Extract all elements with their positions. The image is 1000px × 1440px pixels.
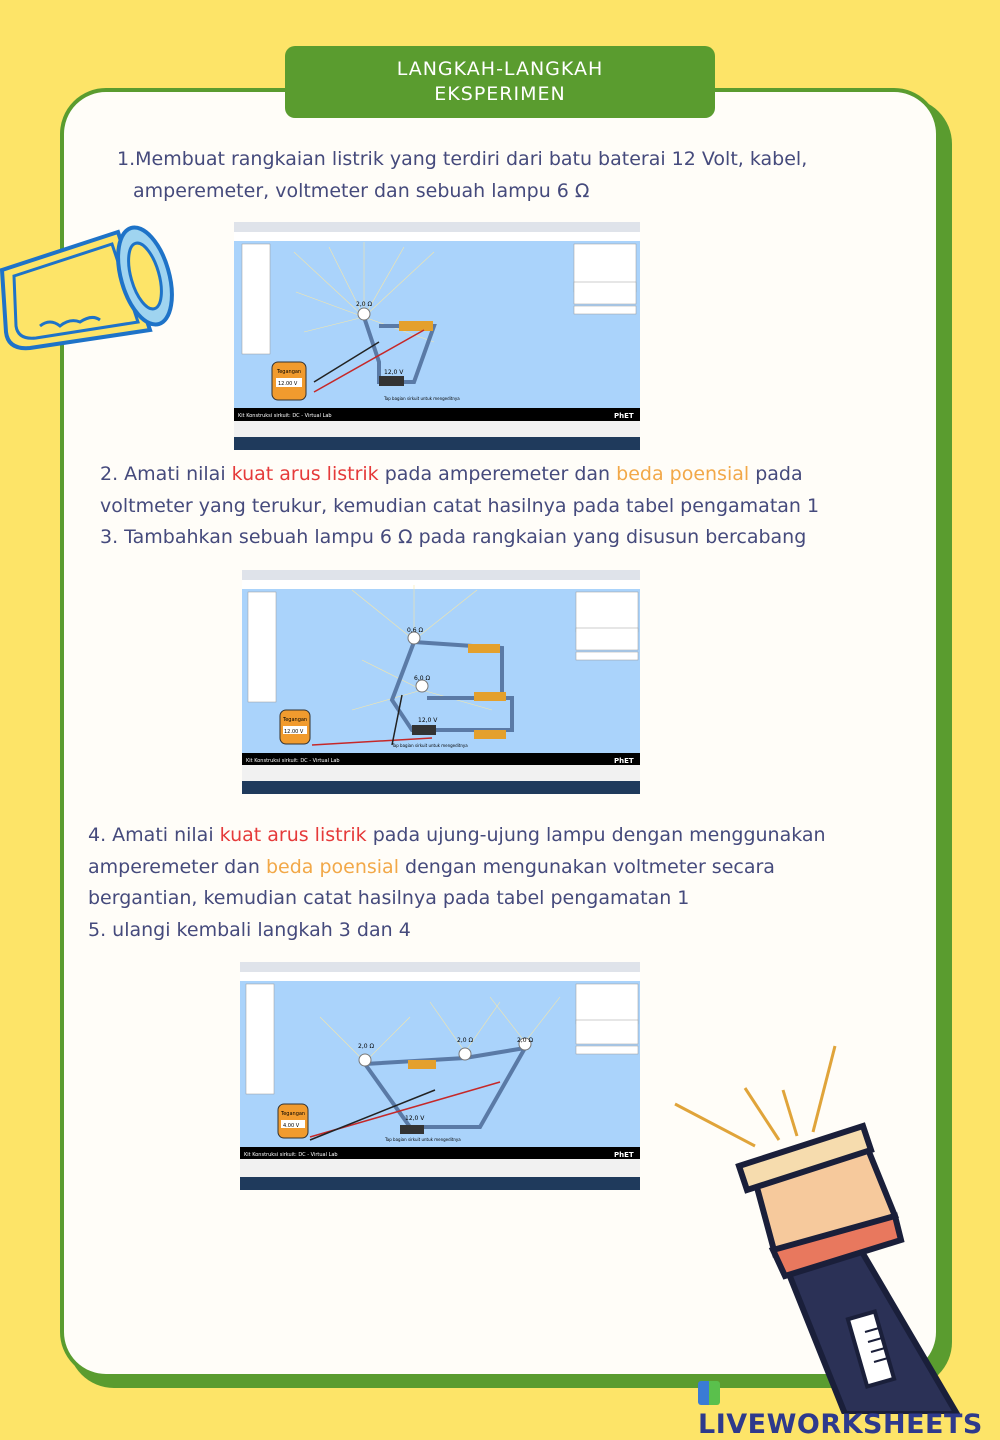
screenshot-1-voltmeter-title: Tegangan (277, 369, 302, 375)
title-line-1: LANGKAH-LANGKAH (396, 58, 604, 80)
screenshot-3-voltmeter-title: Tegangan (281, 1111, 306, 1117)
step-2-highlight-voltage: beda poensial (616, 463, 750, 485)
screenshot-2-phet: PhET (614, 757, 634, 765)
screenshot-3-phet: PhET (614, 1151, 634, 1159)
logo-mark-icon (698, 1381, 720, 1405)
screenshot-3-lamp-label-2: 2,0 Ω (457, 1037, 474, 1044)
screenshot-3-lamp-label-3: 2,0 Ω (517, 1037, 534, 1044)
step-3: 3. Tambahkan sebuah lampu 6 Ω pada rangkaian yang disusun bercabang (100, 526, 807, 548)
step-2-text-a: 2. Amati nilai (100, 463, 232, 485)
step-4-line-3: bergantian, kemudian catat hasilnya pada tabel pengamatan 1 (88, 887, 690, 909)
step-4-highlight-current: kuat arus listrik (219, 824, 367, 846)
step-2-text-b: pada amperemeter dan (378, 463, 617, 485)
screenshot-2-lamp-label-1: 0,6 Ω (407, 627, 424, 634)
step-4 (88, 820, 928, 946)
screenshot-1-battery-label: 12,0 V (384, 369, 404, 376)
screenshot-3-footer-title: Kit Konstruksi sirkuit: DC - Virtual Lab (244, 1152, 338, 1158)
step-2-line-2: voltmeter yang terukur, kemudian catat hasilnya pada tabel pengamatan 1 (100, 494, 820, 517)
screenshot-1-phet: PhET (614, 412, 634, 420)
page-title (285, 46, 715, 118)
liveworksheets-logo (698, 1378, 1000, 1440)
screenshot-2 (242, 570, 640, 794)
step-4-text-a: 4. Amati nilai (88, 824, 220, 846)
step-4-text-d: dengan mengunakan voltmeter secara (398, 855, 775, 878)
screenshot-2-voltmeter-value: 12.00 V (284, 729, 304, 735)
screenshot-1 (234, 222, 640, 450)
screenshot-2-footer-title: Kit Konstruksi sirkuit: DC - Virtual Lab (246, 758, 340, 764)
screenshot-2-battery-label: 12,0 V (418, 717, 438, 724)
screenshot-1-lamp-label: 2,0 Ω (356, 301, 373, 308)
step-1-line-2: amperemeter, voltmeter dan sebuah lampu 6 Ω (133, 179, 590, 202)
step-4-highlight-voltage: beda poensial (265, 855, 399, 878)
step-1 (117, 144, 907, 207)
step-1-line-1: Membuat rangkaian listrik yang terdiri dari batu baterai 12 Volt, kabel, (135, 148, 808, 170)
step-2 (100, 459, 920, 554)
title-line-2: EKSPERIMEN (434, 83, 566, 105)
screenshot-3-hint: Tap bagian sirkuit untuk mengeditnya (385, 1137, 461, 1142)
step-1-number: 1. (117, 148, 136, 170)
step-2-text-c: pada (749, 463, 803, 485)
screenshot-1-hint: Tap bagian sirkuit untuk mengeditnya (384, 396, 460, 401)
screenshot-3 (240, 962, 640, 1190)
screenshot-1-footer-title: Kit Konstruksi sirkuit: DC - Virtual Lab (238, 413, 332, 419)
step-4-text-b: pada ujung-ujung lampu dengan menggunakan (366, 824, 826, 846)
screenshot-3-voltmeter-value: 4.00 V (283, 1123, 300, 1129)
step-5: 5. ulangi kembali langkah 3 dan 4 (88, 918, 411, 941)
screenshot-3-battery-label: 12,0 V (405, 1115, 425, 1122)
logo-text: LIVEWORKSHEETS (698, 1409, 983, 1440)
torch-icon (665, 1040, 1000, 1414)
screenshot-1-voltmeter-value: 12.00 V (278, 381, 298, 387)
screenshot-2-lamp-label-2: 6,0 Ω (414, 675, 431, 682)
screenshot-3-lamp-label-1: 2,0 Ω (358, 1043, 375, 1050)
screenshot-2-voltmeter-title: Tegangan (283, 717, 308, 723)
flashlight-icon (0, 222, 175, 352)
screenshot-2-hint: Tap bagian sirkuit untuk mengeditnya (392, 743, 468, 748)
step-4-text-c: amperemeter dan (88, 855, 266, 878)
step-2-highlight-current: kuat arus listrik (231, 463, 379, 485)
